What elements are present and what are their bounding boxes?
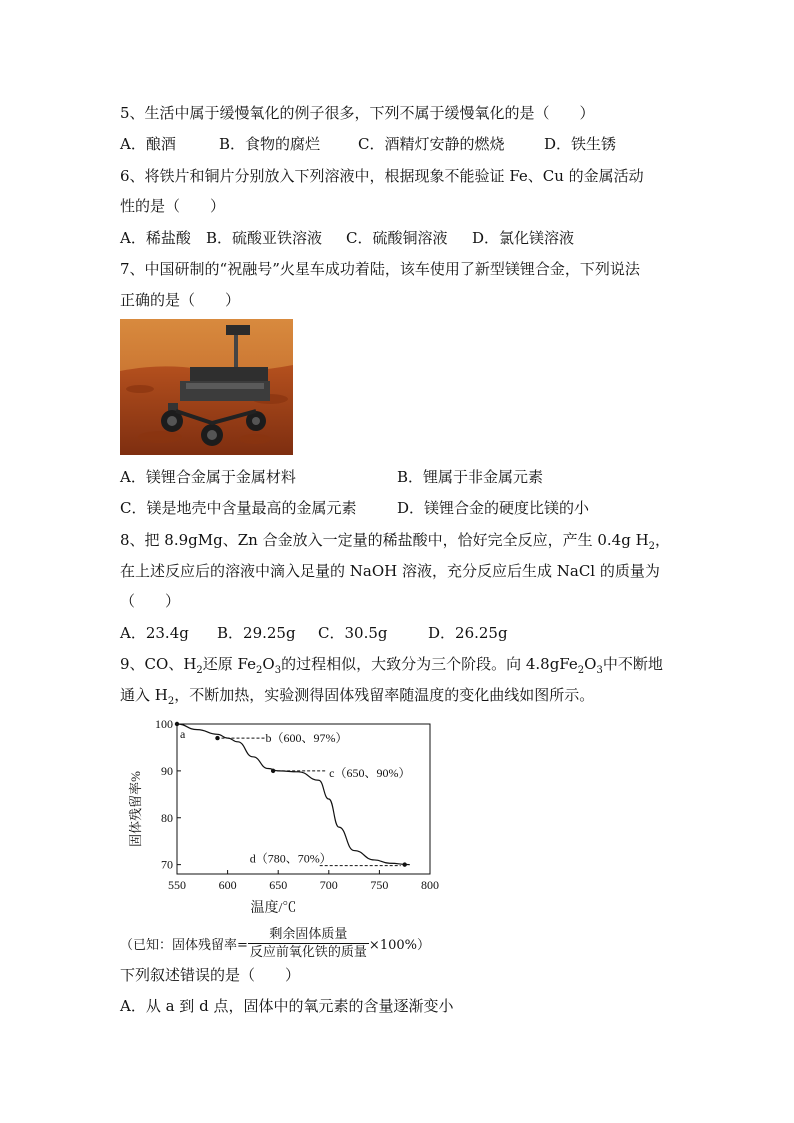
q7-option-c: C．镁是地壳中含量最高的金属元素 bbox=[120, 499, 357, 517]
point-label-c: c（650、90%） bbox=[329, 765, 411, 780]
q8-stem-line3: （ ） bbox=[120, 592, 181, 610]
q8-stem-line2: 在上述反应后的溶液中滴入足量的 NaOH 溶液，充分反应后生成 NaCl 的质量为 bbox=[120, 562, 660, 580]
q6-option-a: A．稀盐酸 bbox=[120, 229, 191, 247]
q5-option-a: A．酿酒 bbox=[120, 135, 176, 153]
q5-option-b: B．食物的腐烂 bbox=[219, 135, 321, 153]
y-axis-label: 固体残留率% bbox=[128, 771, 143, 847]
point-label-a: a bbox=[180, 727, 186, 741]
point-c bbox=[271, 769, 275, 773]
y-tick-label: 70 bbox=[161, 857, 173, 872]
q5-stem: 5、生活中属于缓慢氧化的例子很多，下列不属于缓慢氧化的是（ ） bbox=[120, 104, 595, 122]
chart-svg bbox=[120, 712, 460, 922]
mars-rover-photo bbox=[120, 319, 293, 455]
q8-stem-line1: 8、把 8.9gMg、Zn 合金放入一定量的稀盐酸中，恰好完全反应，产生 0.4g $H_2$， bbox=[120, 531, 671, 552]
q7-stem-line1: 7、中国研制的“祝融号”火星车成功着陆，该车使用了新型镁锂合金，下列说法 bbox=[120, 260, 640, 278]
formula-numerator: 剩余固体质量 bbox=[248, 927, 369, 944]
q9-formula bbox=[120, 927, 430, 961]
q8-option-b: B．29.25g bbox=[217, 624, 296, 642]
x-tick-label: 750 bbox=[370, 878, 389, 892]
formula-fraction bbox=[248, 927, 369, 960]
formula-denominator: 反应前氧化铁的质量 bbox=[249, 945, 367, 960]
q7-option-d: D．镁锂合金的硬度比镁的小 bbox=[397, 499, 590, 517]
residue-curve bbox=[177, 724, 410, 865]
q6-option-b: B．硫酸亚铁溶液 bbox=[206, 229, 323, 247]
y-tick-label: 90 bbox=[161, 763, 173, 778]
x-tick-label: 700 bbox=[319, 878, 338, 892]
y-tick-label: 100 bbox=[155, 717, 173, 731]
q6-option-c: C．硫酸铜溶液 bbox=[346, 229, 448, 247]
q7-stem-line2: 正确的是（ ） bbox=[120, 291, 241, 309]
formula-prefix: （已知：固体残留率= bbox=[120, 938, 248, 953]
formula-suffix: ×100%） bbox=[368, 938, 430, 953]
x-axis-label: 温度/℃ bbox=[250, 901, 297, 916]
residue-rate-chart bbox=[120, 712, 460, 926]
q5-option-d: D．铁生锈 bbox=[544, 135, 617, 153]
q9-question: 下列叙述错误的是（ ） bbox=[120, 966, 301, 984]
x-tick-label: 600 bbox=[218, 878, 237, 892]
y-tick-label: 80 bbox=[161, 810, 173, 825]
point-label-b: b（600、97%） bbox=[265, 731, 348, 746]
q7-option-a: A．镁锂合金属于金属材料 bbox=[120, 468, 296, 486]
q8-option-d: D．26.25g bbox=[428, 624, 508, 642]
q8-option-c: C．30.5g bbox=[318, 624, 388, 642]
point-d bbox=[403, 862, 407, 866]
q7-option-b: B．锂属于非金属元素 bbox=[397, 468, 544, 486]
x-tick-label: 800 bbox=[421, 878, 439, 892]
x-tick-label: 650 bbox=[269, 878, 288, 892]
x-tick-label: 550 bbox=[168, 878, 186, 892]
q9-stem-line1: 9、CO、$H_2$还原 $Fe_2O_3$的过程相似，大致分为三个阶段。向 $4.8gFe_2O_3$中不断地 bbox=[120, 655, 663, 676]
q6-option-d: D．氯化镁溶液 bbox=[472, 229, 575, 247]
q6-stem-line1: 6、将铁片和铜片分别放入下列溶液中，根据现象不能验证 Fe、Cu 的金属活动 bbox=[120, 167, 644, 185]
q8-option-a: A．23.4g bbox=[120, 624, 189, 642]
point-b bbox=[215, 736, 219, 740]
point-label-d: d（780、70%） bbox=[249, 851, 332, 866]
point-a bbox=[175, 722, 179, 726]
q6-stem-line2: 性的是（ ） bbox=[120, 197, 226, 215]
q9-stem-line2: 通入 $H_2$，不断加热，实验测得固体残留率随温度的变化曲线如图所示。 bbox=[120, 686, 595, 707]
q5-option-c: C．酒精灯安静的燃烧 bbox=[358, 135, 505, 153]
q9-option-a: A．从 a 到 d 点，固体中的氧元素的含量逐渐变小 bbox=[120, 997, 454, 1015]
